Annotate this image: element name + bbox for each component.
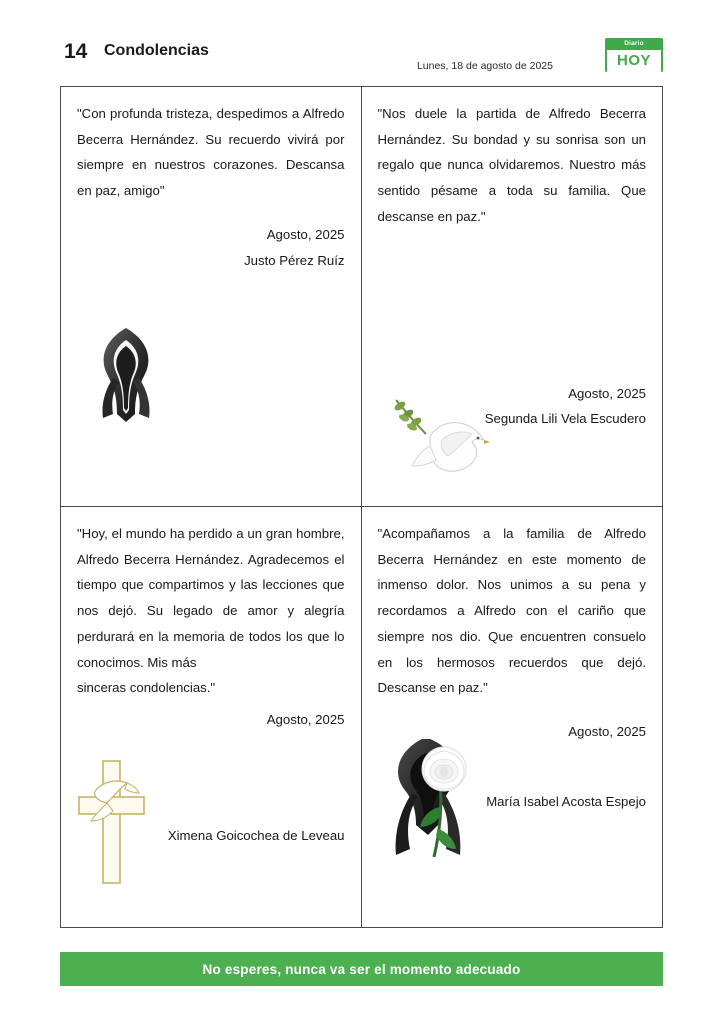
condolence-signer: Ximena Goicochea de Leveau — [167, 828, 345, 844]
newspaper-logo — [605, 38, 663, 72]
cross-with-dove-icon — [73, 757, 165, 887]
condolence-signer: Segunda Lili Vela Escudero — [484, 411, 646, 427]
footer-text: No esperes, nunca va ser el momento adecuado — [202, 961, 521, 977]
condolence-date: Agosto, 2025 — [266, 712, 345, 728]
footer-banner — [60, 952, 663, 986]
condolence-message: "Hoy, el mundo ha perdido a un gran hombre, Alfredo Becerra Hernández. Agradecemos el tiempo que compartimos y las lecciones que nos dejó. Su legado de amor y alegría perdurará en la memoria de todos los que lo conocimos. Mis más — [77, 526, 345, 670]
condolence-signer-block — [486, 789, 646, 815]
white-rose-ribbon-icon — [382, 725, 492, 875]
condolence-card — [61, 87, 362, 507]
condolence-date: Agosto, 2025 — [266, 226, 345, 242]
condolence-message: "Acompañamos a la familia de Alfredo Becerra Hernández en este momento de inmenso dolor. Nos unimos a su pena y recordamos a Alfredo con el cariño que siempre nos dio. Que encuentren consuelo en los hermosos recuerdos que dejó. Descanse en paz." — [377, 526, 646, 696]
condolence-message: "Con profunda tristeza, despedimos a Alfredo Becerra Hernández. Su recuerdo vivirá por siempre en nuestros corazones. Descansa en paz, amigo" — [77, 106, 345, 199]
condolences-grid — [60, 86, 663, 928]
condolence-signer: María Isabel Acosta Espejo — [486, 794, 646, 810]
condolence-card — [362, 87, 663, 507]
black-ribbon-icon — [83, 318, 169, 428]
white-dove-icon — [390, 394, 494, 480]
condolence-date: Agosto, 2025 — [568, 385, 646, 401]
condolence-date-block — [77, 707, 345, 733]
logo-bottom-text: HOY — [607, 50, 661, 72]
issue-date: Lunes, 18 de agosto de 2025 — [416, 60, 553, 72]
condolence-card — [61, 507, 362, 927]
condolence-card — [362, 507, 663, 927]
condolence-message: "Nos duele la partida de Alfredo Becerra Hernández. Su bondad y su sonrisa son un regalo que nunca olvidaremos. Nuestro más sentido pésame a toda su familia. Que descanse en paz." — [377, 106, 646, 224]
logo-top-text: Diario — [605, 38, 663, 50]
condolence-signature — [485, 381, 646, 432]
condolence-signer-block — [168, 823, 345, 849]
condolence-message-tail: sinceras condolencias." — [77, 680, 216, 696]
condolence-signature — [77, 222, 345, 273]
condolence-date: Agosto, 2025 — [568, 724, 646, 740]
condolence-signer: Justo Pérez Ruíz — [244, 252, 345, 268]
page-header — [60, 38, 663, 78]
page-title: Condolencias — [104, 42, 209, 59]
page-number: 14 — [64, 40, 88, 63]
